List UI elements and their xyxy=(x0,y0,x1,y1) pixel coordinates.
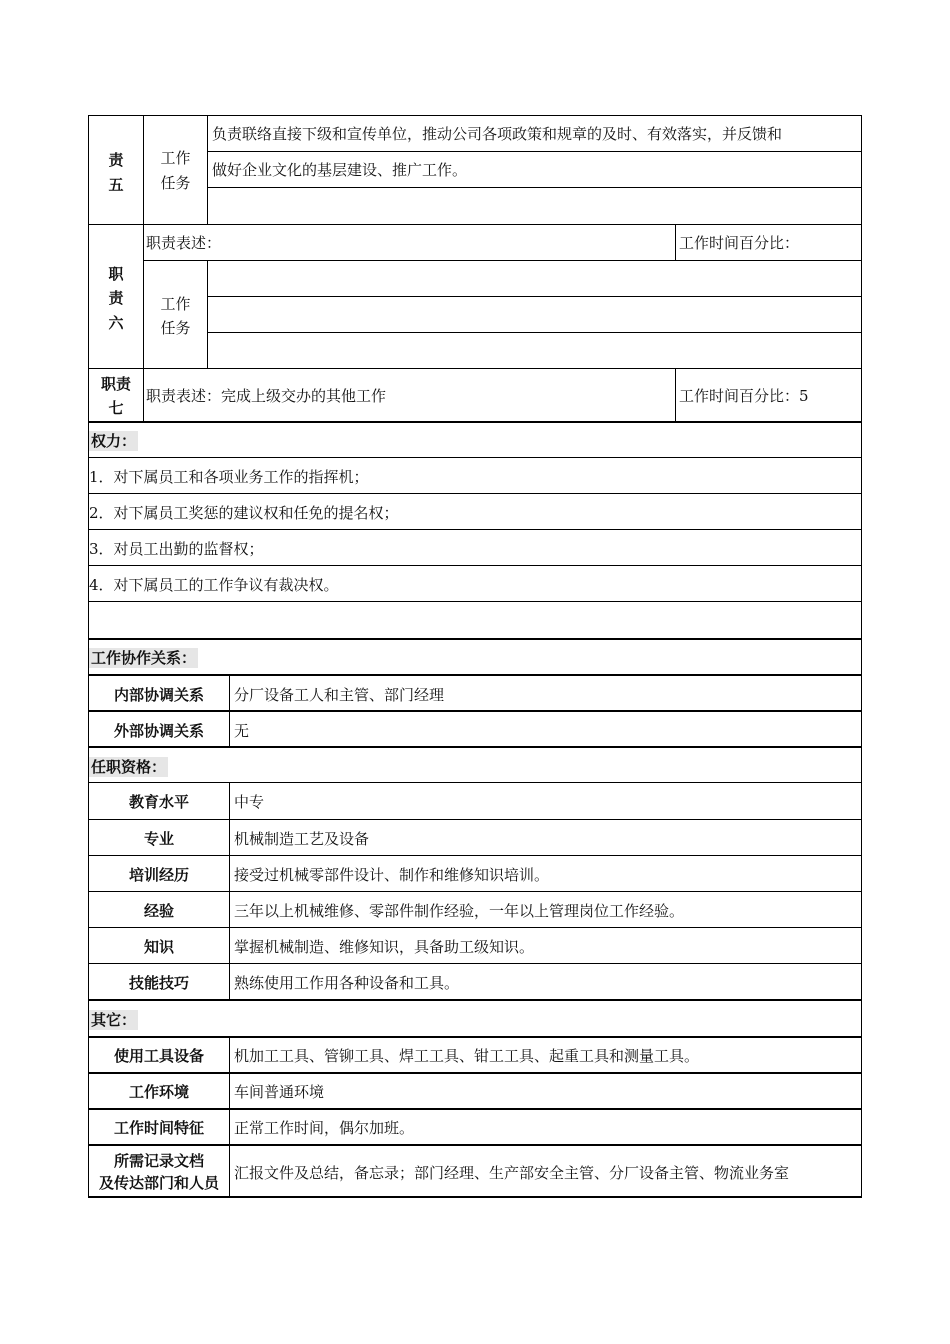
power-item-1: 1．对下属员工和各项业务工作的指挥机； xyxy=(89,468,369,486)
qual-value-experience: 三年以上机械维修、零部件制作经验，一年以上管理岗位工作经验。 xyxy=(234,902,685,920)
duty6-task-label-line2: 任务 xyxy=(160,319,191,337)
coop-value-internal: 分厂设备工人和主管、部门经理 xyxy=(234,686,445,704)
qual-value-knowledge: 掌握机械制造、维修知识，具备助工级知识。 xyxy=(234,938,535,956)
qual-label-education: 教育水平 xyxy=(128,793,189,811)
others-label-worktime: 工作时间特征 xyxy=(113,1119,204,1137)
duty5-label-line1: 责 xyxy=(108,151,124,169)
qual-value-skills: 熟练使用工作用各种设备和工具。 xyxy=(234,974,460,992)
others-value-worktime: 正常工作时间，偶尔加班。 xyxy=(234,1119,415,1137)
qual-value-training: 接受过机械零部件设计、制作和维修知识培训。 xyxy=(234,866,550,884)
others-label-records-line2: 及传达部门和人员 xyxy=(98,1174,219,1192)
others-value-tools: 机加工工具、管铆工具、焊工工具、钳工工具、起重工具和测量工具。 xyxy=(234,1047,700,1065)
duty7-label-line1: 职责 xyxy=(100,375,131,393)
qual-label-major: 专业 xyxy=(143,830,174,848)
duty6-time-label: 工作时间百分比： xyxy=(679,234,800,252)
powers-title: 权力： xyxy=(91,432,137,450)
duty5-task-label-line2: 任务 xyxy=(160,174,191,192)
duty7-time: 工作时间百分比：5 xyxy=(679,387,809,405)
others-label-records-line1: 所需记录文档 xyxy=(113,1152,204,1170)
others-value-environment: 车间普通环境 xyxy=(234,1083,325,1101)
duty7-desc: 职责表述：完成上级交办的其他工作 xyxy=(146,387,387,405)
duty5-task-line2: 做好企业文化的基层建设、推广工作。 xyxy=(212,161,468,179)
others-label-tools: 使用工具设备 xyxy=(113,1047,204,1065)
duty6-label-line2: 责 xyxy=(108,289,124,307)
others-label-environment: 工作环境 xyxy=(128,1083,189,1101)
power-item-3: 3．对员工出勤的监督权； xyxy=(89,540,264,558)
coop-value-external: 无 xyxy=(234,722,250,740)
duty5-task-line1: 负责联络直接下级和宣传单位，推动公司各项政策和规章的及时、有效落实，并反馈和 xyxy=(212,125,783,143)
qual-label-knowledge: 知识 xyxy=(143,938,174,956)
qualifications-title: 任职资格： xyxy=(91,758,167,776)
duty6-label-line3: 六 xyxy=(108,314,124,332)
coop-label-external: 外部协调关系 xyxy=(113,722,204,740)
duty6-desc-label: 职责表述： xyxy=(146,234,222,252)
power-item-4: 4．对下属员工的工作争议有裁决权。 xyxy=(89,576,339,594)
qual-value-education: 中专 xyxy=(234,793,265,811)
qual-label-skills: 技能技巧 xyxy=(128,974,189,992)
duty6-label-line1: 职 xyxy=(108,265,124,283)
others-title: 其它： xyxy=(91,1011,137,1029)
cooperation-title: 工作协作关系： xyxy=(91,649,197,667)
qual-label-experience: 经验 xyxy=(143,902,174,920)
qual-label-training: 培训经历 xyxy=(128,866,189,884)
duty7-label-line2: 七 xyxy=(108,399,124,417)
duty5-label-line2: 五 xyxy=(108,176,124,194)
duty6-task-label-line1: 工作 xyxy=(160,295,191,313)
coop-label-internal: 内部协调关系 xyxy=(113,686,204,704)
qual-value-major: 机械制造工艺及设备 xyxy=(234,830,370,848)
others-value-records: 汇报文件及总结，备忘录；部门经理、生产部安全主管、分厂设备主管、物流业务室 xyxy=(234,1164,790,1182)
power-item-2: 2．对下属员工奖惩的建议权和任免的提名权； xyxy=(89,504,399,522)
duty5-task-label-line1: 工作 xyxy=(160,149,191,167)
